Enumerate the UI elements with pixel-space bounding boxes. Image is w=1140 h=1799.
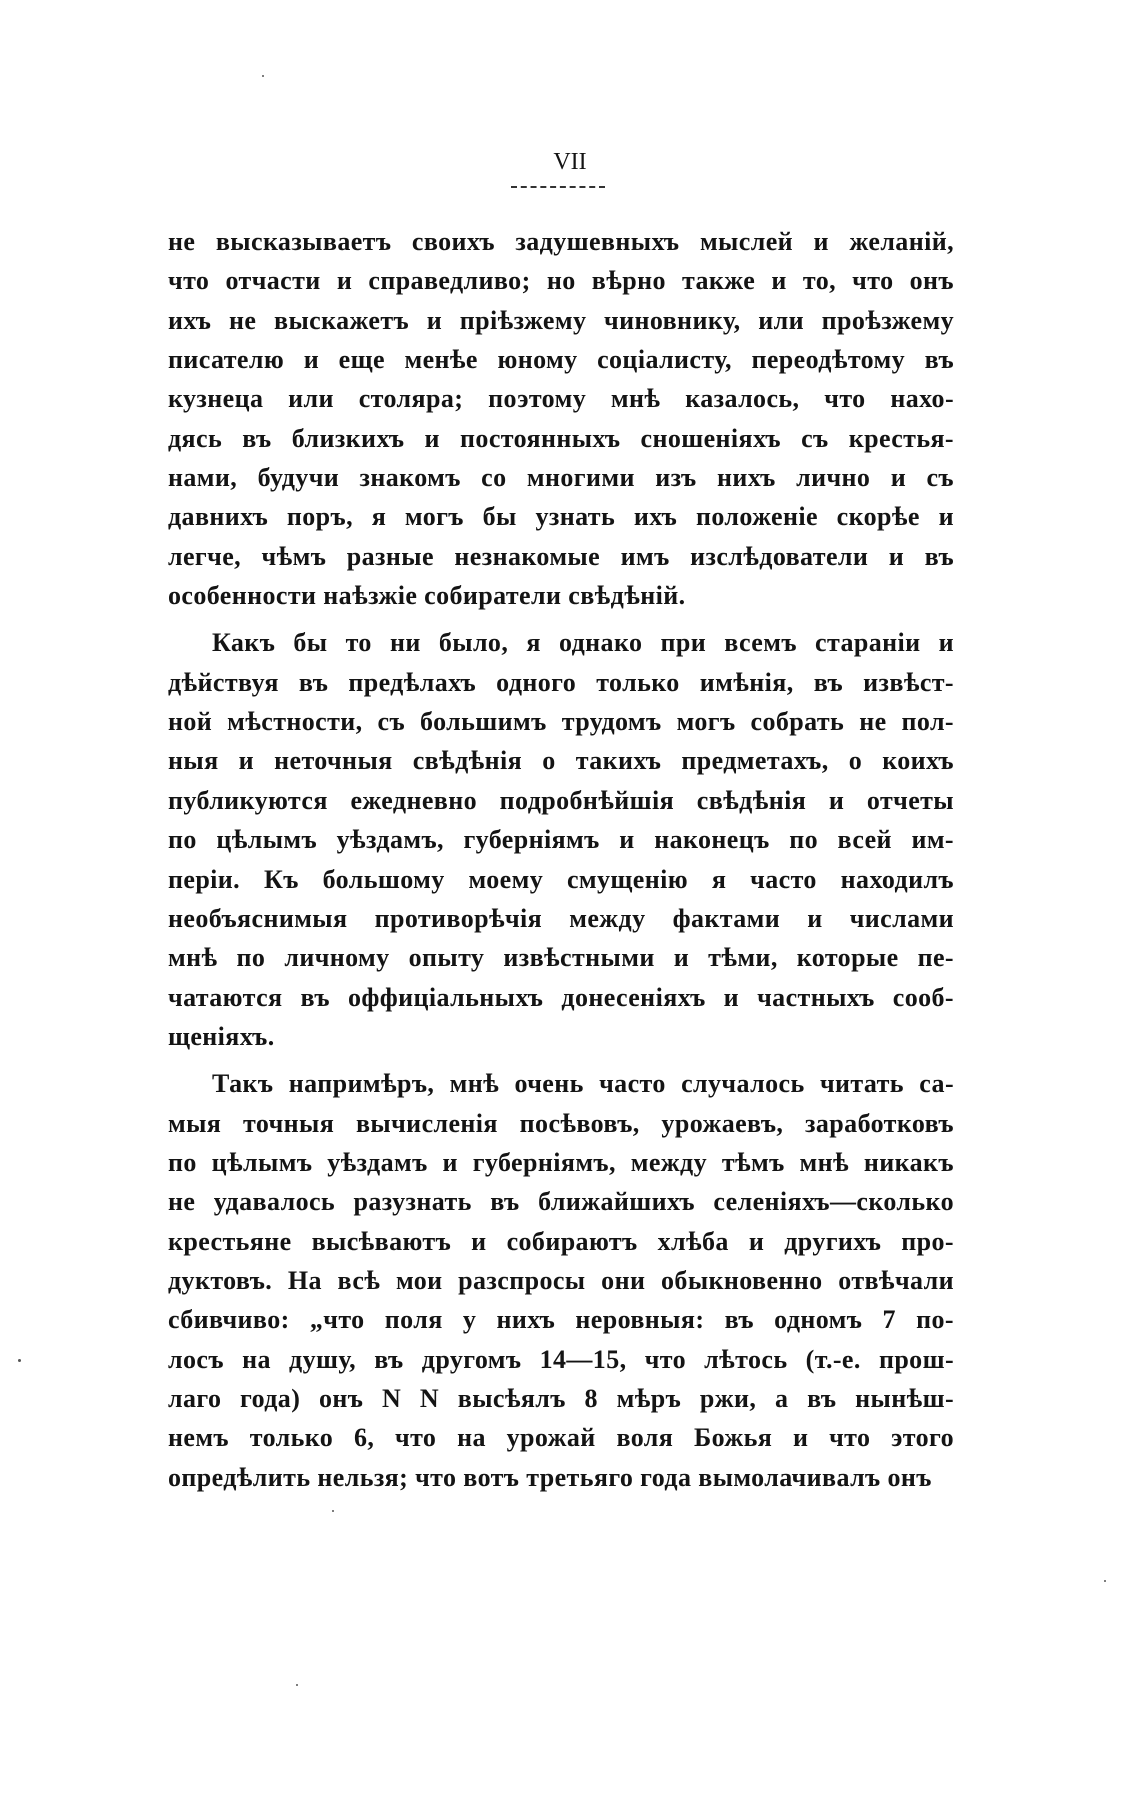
text-line: ихъ не выскажетъ и пріѣзжему чиновнику, или проѣзжему (168, 305, 954, 335)
text-line: что отчасти и справедливо; но вѣрно также и то, что онъ (168, 266, 954, 296)
text-line: лаго года) онъ N N высѣялъ 8 мѣръ ржи, а въ нынѣш- (168, 1383, 954, 1413)
text-line: ныя и неточныя свѣдѣнія о такихъ предметахъ, о коихъ (168, 746, 954, 776)
text-line: давнихъ поръ, я могъ бы узнать ихъ положеніе скорѣе и (168, 502, 954, 532)
text-line: публикуются ежедневно подробнѣйшія свѣдѣнія и отчеты (168, 785, 954, 815)
paragraph-gap (168, 615, 954, 623)
text-line: нами, будучи знакомъ со многими изъ нихъ лично и съ (168, 463, 954, 493)
text-line: дясь въ близкихъ и постоянныхъ сношеніяхъ съ крестья- (168, 423, 954, 453)
print-speck (18, 1359, 21, 1362)
text-line: сбивчиво: „что поля у нихъ неровныя: въ одномъ 7 по- (168, 1305, 954, 1335)
page-number: VII (553, 149, 587, 175)
paragraph (168, 222, 954, 615)
text-line: легче, чѣмъ разные незнакомые имъ изслѣдователи и въ (168, 541, 954, 571)
print-speck (332, 1510, 334, 1512)
text-line: періи. Къ большому моему смущенію я часто находилъ (168, 864, 954, 894)
text-line: мыя точныя вычисленія посѣвовъ, урожаевъ, заработковъ (168, 1108, 954, 1138)
print-speck (1104, 1580, 1106, 1582)
text-line: особенности наѣзжіе собиратели свѣдѣній. (168, 581, 686, 611)
text-line: по цѣлымъ уѣздамъ и губерніямъ, между тѣмъ мнѣ никакъ (168, 1147, 954, 1177)
text-line: Какъ бы то ни было, я однако при всемъ стараніи и (212, 628, 954, 658)
text-line: не высказываетъ своихъ задушевныхъ мыслей и желаній, (168, 227, 954, 256)
body-text (168, 222, 954, 1497)
paragraph (168, 1064, 954, 1497)
text-line: крестьяне высѣваютъ и собираютъ хлѣба и другихъ про- (168, 1226, 954, 1256)
text-line: чатаются въ оффиціальныхъ донесеніяхъ и частныхъ сооб- (168, 982, 954, 1012)
text-line: не удавалось разузнать въ ближайшихъ селеніяхъ—сколько (168, 1187, 954, 1217)
text-line: по цѣлымъ уѣздамъ, губерніямъ и наконецъ по всей им- (168, 825, 954, 855)
text-line: дѣйствуя въ предѣлахъ одного только имѣнія, въ извѣст- (168, 667, 954, 697)
paragraph (168, 623, 954, 1056)
text-line: необъяснимыя противорѣчія между фактами и числами (168, 903, 954, 933)
text-line: мнѣ по личному опыту извѣстными и тѣми, которые пе- (168, 943, 954, 973)
paragraph-gap (168, 1056, 954, 1064)
page-header (0, 150, 1140, 174)
print-speck (262, 75, 264, 77)
header-rule (511, 186, 605, 188)
text-line: ной мѣстности, съ большимъ трудомъ могъ собрать не пол- (168, 707, 954, 737)
text-line: щеніяхъ. (168, 1021, 275, 1051)
text-line: лосъ на душу, въ другомъ 14—15, что лѣтось (т.-е. прош- (168, 1344, 954, 1374)
text-line: немъ только 6, что на урожай воля Божья и что этого (168, 1423, 954, 1453)
text-line: кузнеца или столяра; поэтому мнѣ казалось, что нахо- (168, 384, 954, 414)
print-speck (296, 1684, 298, 1686)
text-line: писателю и еще менѣе юному соціалисту, переодѣтому въ (168, 345, 954, 375)
text-line: дуктовъ. На всѣ мои разспросы они обыкновенно отвѣчали (168, 1265, 954, 1295)
text-line: опредѣлить нельзя; что вотъ третьяго года вымолачивалъ онъ (168, 1462, 932, 1492)
text-line: Такъ напримѣръ, мнѣ очень часто случалось читать са- (212, 1069, 954, 1099)
